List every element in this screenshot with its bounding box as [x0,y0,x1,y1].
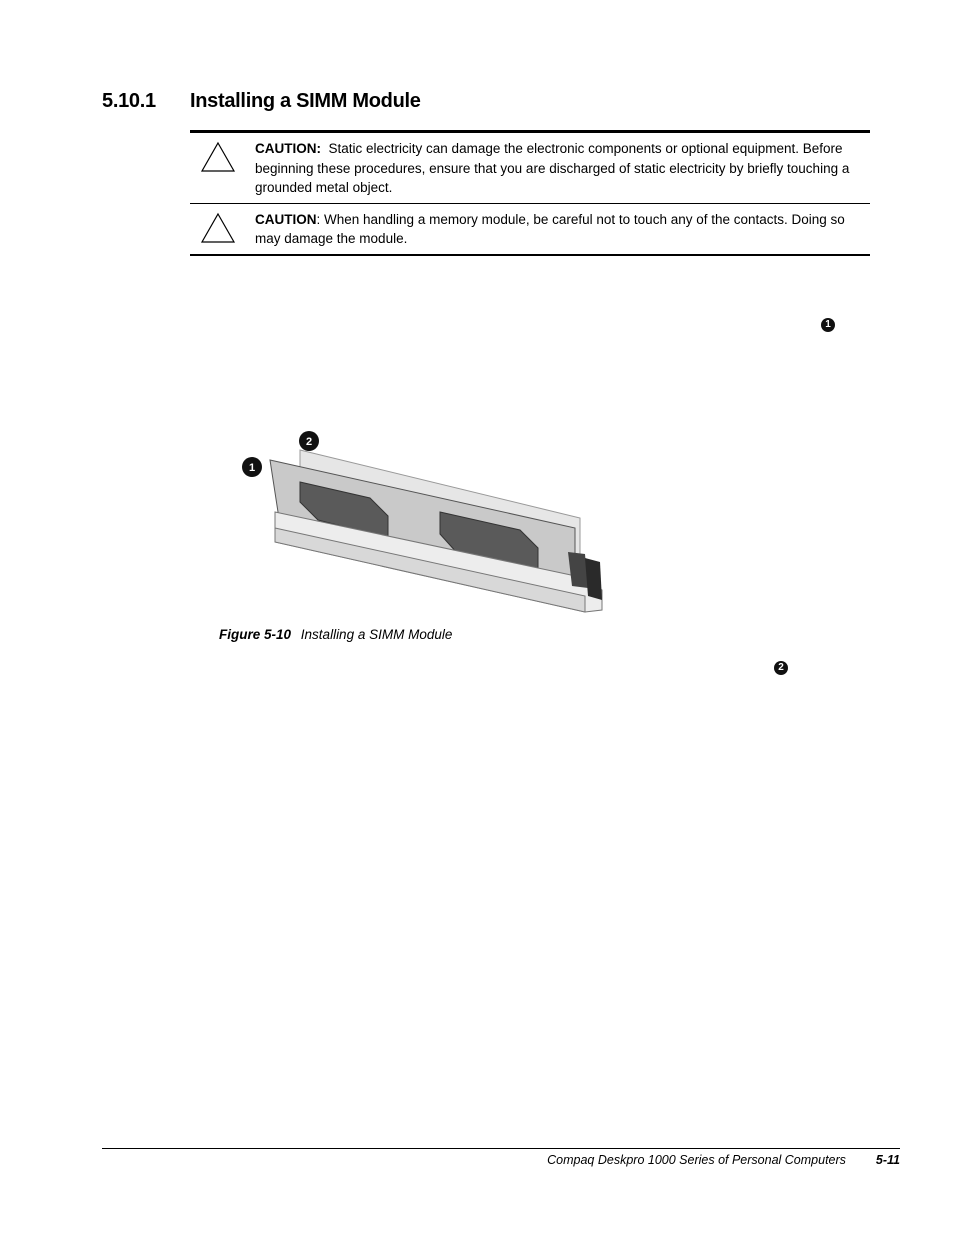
caution-triangle-icon [200,141,236,173]
caution-static [190,133,870,203]
figure-label: Figure 5-10 [219,627,292,642]
caution-triangle-icon [200,212,236,244]
page-number: 5-11 [875,1153,900,1167]
figure-title: Installing a SIMM Module [300,627,453,642]
simm-module-illustration [230,420,620,620]
figure-callout-1: 1 [248,462,256,474]
section-number: 5.10.1 [102,90,156,112]
callout-2-icon: 2 [774,661,788,675]
footer-title: Compaq Deskpro 1000 Series of Personal Computers [547,1153,846,1167]
caution-text: Static electricity can damage the electronic components or optional equipment. Before beginning these procedures, ensure that you are discharged of static electricity by briefly touching a grounded metal object. [255,141,850,195]
simm-figure [230,420,620,620]
caution-label: CAUTION [255,211,317,227]
footer-rule [102,1148,900,1149]
figure-caption [219,627,452,642]
caution-contacts [190,203,870,255]
caution-label: CAUTION: [255,141,321,156]
caution-block [190,130,870,256]
figure-callout-2: 2 [305,436,313,448]
caution-text: : When handling a memory module, be careful not to touch any of the contacts. Doing so may damage the module. [255,211,845,246]
page-footer [547,1153,900,1167]
section-heading [102,90,421,113]
callout-1-icon: 1 [821,318,835,332]
section-title: Installing a SIMM Module [190,90,421,112]
